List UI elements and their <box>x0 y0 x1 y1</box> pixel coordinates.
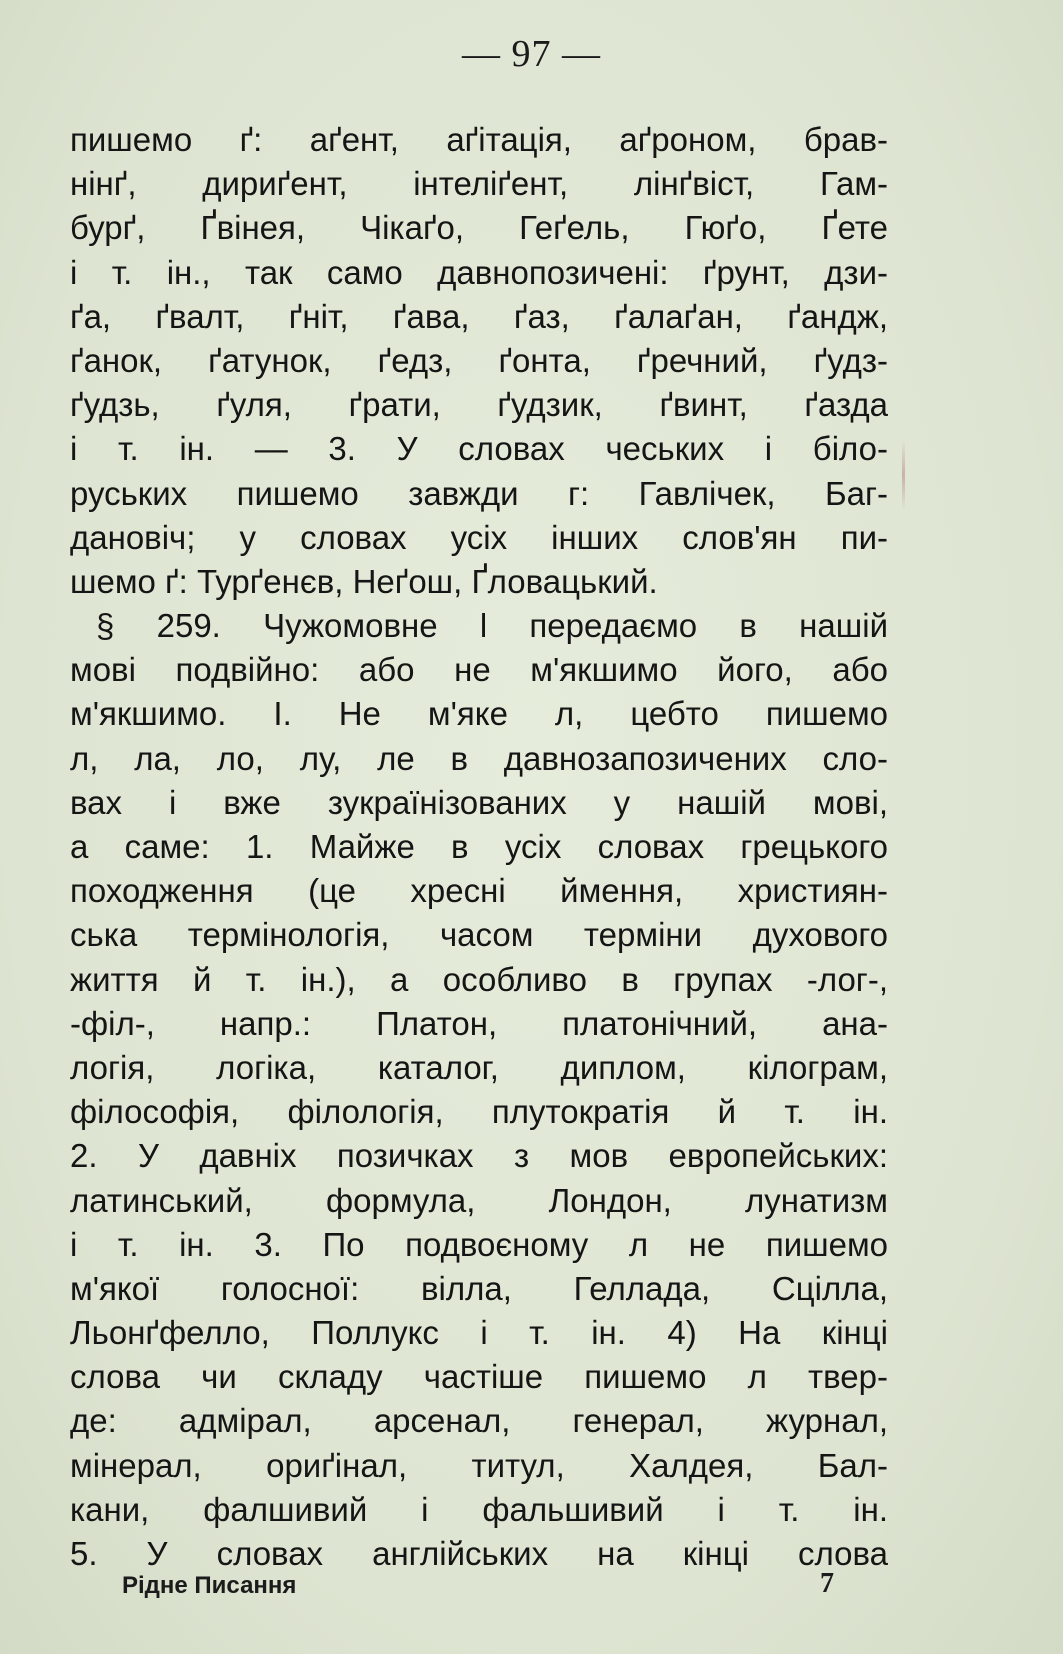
text-line: м'якшимо. I. Не м'яке л, цебто пишемо <box>70 695 888 733</box>
ink-mark <box>902 440 905 510</box>
text-line: латинський, формула, Лондон, лунатизм <box>70 1181 888 1219</box>
footer-book-title: Рідне Писання <box>122 1572 297 1599</box>
text-line: вах і вже зукраїнізованих у нашій мові, <box>70 783 888 821</box>
text-line: де: адмірал, арсенал, генерал, журнал, <box>70 1402 888 1440</box>
text-line: ґудзь, ґуля, ґрати, ґудзик, ґвинт, ґазда <box>70 386 888 424</box>
text-line: Льонґфелло, Поллукс і т. ін. 4) На кінці <box>70 1314 888 1352</box>
text-line: пишемо ґ: аґент, аґітація, аґроном, брав- <box>70 121 888 158</box>
text-line: і т. ін. — 3. У словах чеських і біло- <box>70 430 888 468</box>
text-line: мінерал, ориґінал, титул, Халдея, Бал- <box>70 1446 888 1484</box>
text-line: 2. У давніх позичках з мов европейських: <box>70 1137 888 1175</box>
text-line: шемо ґ: Турґенєв, Неґош, Ґловацький. <box>70 562 658 600</box>
text-line: логія, логіка, каталог, диплом, кілограм, <box>70 1048 888 1086</box>
footer-signature-mark: 7 <box>820 1568 834 1599</box>
text-line: л, ла, ло, лу, ле в давнозапозичених сло- <box>70 739 888 777</box>
paragraph-start-line: § 259. Чужомовне l передаємо в нашій <box>96 607 888 645</box>
text-line: філософія, філологія, плутократія й т. ін. <box>70 1093 888 1131</box>
body-text <box>70 118 888 1576</box>
text-line: ська термінологія, часом терміни духового <box>70 916 888 954</box>
text-line: ґанок, ґатунок, ґедз, ґонта, ґречний, ґудз- <box>70 341 888 379</box>
text-line: нінґ, дириґент, інтеліґент, лінґвіст, Гам- <box>70 165 888 203</box>
text-line: дановіч; у словах усіх інших слов'ян пи- <box>70 518 888 556</box>
text-line: бурґ, Ґвінея, Чікаґо, Геґель, Гюґо, Ґете <box>70 209 888 247</box>
text-line: кани, фалшивий і фальшивий і т. ін. <box>70 1490 888 1528</box>
page-number: — 97 — <box>462 33 601 75</box>
text-line: походження (це хресні ймення, християн- <box>70 872 888 910</box>
text-line: а саме: 1. Майже в усіх словах грецького <box>70 828 888 865</box>
text-line: 5. У словах англійських на кінці слова <box>70 1535 888 1572</box>
text-line: -філ-, напр.: Платон, платонічний, ана- <box>70 1004 888 1042</box>
text-line: життя й т. ін.), а особливо в групах -лог-, <box>70 960 888 998</box>
text-line: м'якої голосної: вілла, Геллада, Сцілла, <box>70 1269 888 1307</box>
text-line: руських пишемо завжди г: Гавлічек, Баг- <box>70 474 888 512</box>
text-line: і т. ін., так само давнопозичені: ґрунт, дзи- <box>70 253 888 291</box>
text-line: слова чи складу частіше пишемо л твер- <box>70 1358 888 1396</box>
text-line: ґа, ґвалт, ґніт, ґава, ґаз, ґалаґан, ґандж, <box>70 297 888 335</box>
text-line: і т. ін. 3. По подвоєному л не пишемо <box>70 1225 888 1263</box>
text-line: мові подвійно: або не м'якшимо його, або <box>70 651 888 689</box>
